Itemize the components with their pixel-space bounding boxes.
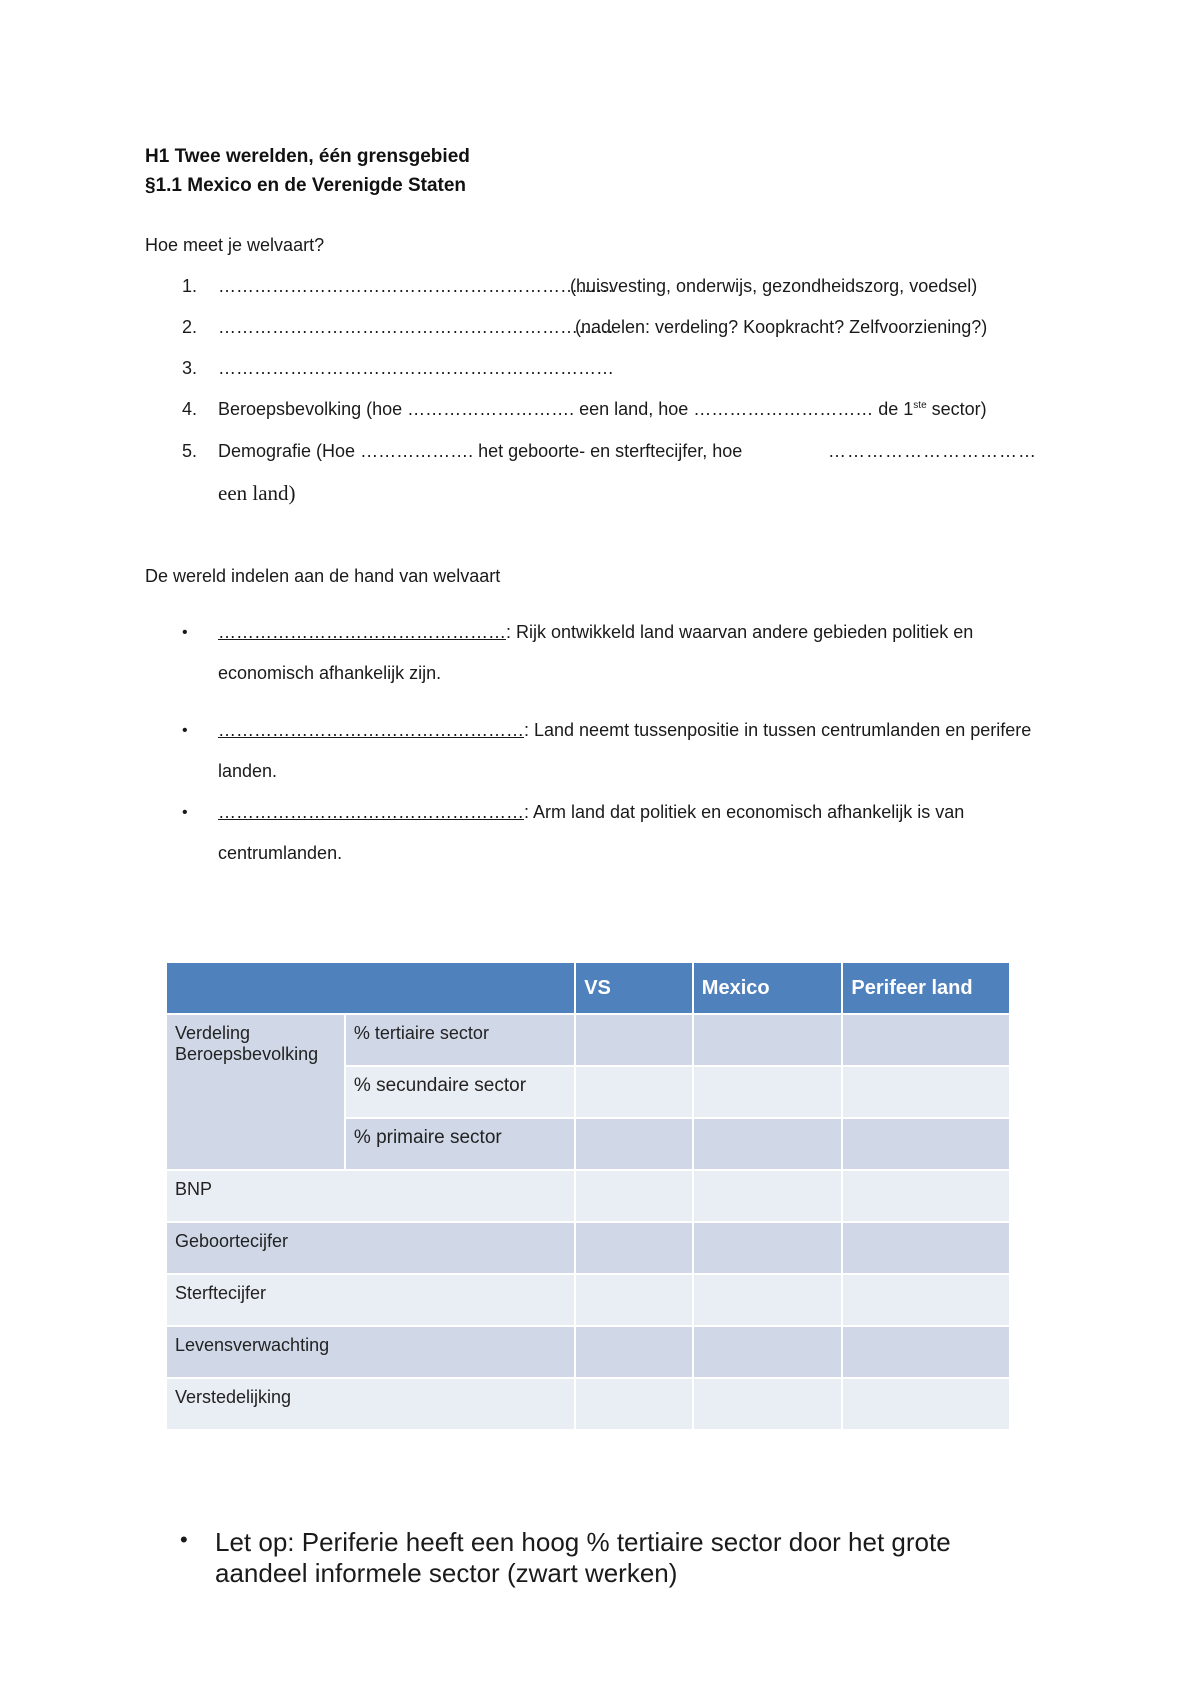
table-cell[interactable]	[842, 1274, 1010, 1326]
header-cell-vs: VS	[575, 962, 693, 1014]
table-cell[interactable]	[575, 1222, 693, 1274]
list-text	[218, 441, 742, 462]
list-number: 1.	[182, 276, 198, 296]
table-cell[interactable]	[842, 1326, 1010, 1378]
table-cell[interactable]	[693, 1118, 843, 1170]
bullet-line	[218, 622, 973, 643]
list-text: (huisvesting, onderwijs, gezondheidszorg, voedsel)	[570, 276, 978, 296]
list-item	[182, 276, 978, 297]
header-cell-empty	[166, 962, 575, 1014]
table-row	[166, 1014, 1010, 1066]
bullet-text: : Arm land dat politiek en economisch afhankelijk is van	[524, 802, 965, 822]
comparison-table	[165, 961, 1011, 1431]
bullet-line	[218, 802, 964, 823]
text-part: Demografie (Hoe	[218, 441, 361, 461]
table-row	[166, 1222, 1010, 1274]
bullet-icon: •	[182, 804, 188, 821]
list-number: 4.	[182, 399, 198, 419]
list-text	[218, 399, 987, 420]
bullet-line-2: landen.	[218, 761, 278, 781]
bullet-line-2: economisch afhankelijk zijn.	[218, 663, 442, 683]
indeling-title: De wereld indelen aan de hand van welvaart	[145, 566, 501, 586]
text-part: sector)	[926, 399, 987, 419]
list-item	[182, 317, 988, 338]
text-part: de 1	[873, 399, 914, 419]
table-cell[interactable]	[693, 1014, 843, 1066]
table-row	[166, 1170, 1010, 1222]
table-cell[interactable]	[575, 1014, 693, 1066]
answer-blank: …………………………………………………………	[218, 276, 614, 296]
header-cell-mexico: Mexico	[693, 962, 843, 1014]
table-cell[interactable]	[575, 1170, 693, 1222]
superscript: ste	[913, 400, 927, 411]
row-label: % secundaire sector	[345, 1066, 575, 1118]
table-cell[interactable]	[693, 1222, 843, 1274]
answer-blank: ……………………….	[407, 399, 575, 419]
list-item	[182, 399, 987, 420]
answer-blank: …………………………	[693, 399, 874, 419]
answer-blank: ……………………………………………	[218, 720, 524, 740]
bullet-icon: •	[182, 624, 188, 641]
table-cell[interactable]	[693, 1378, 843, 1430]
table-cell[interactable]	[842, 1170, 1010, 1222]
list-item	[182, 358, 614, 379]
text-part: het geboorte- en sterftecijfer, hoe	[473, 441, 743, 461]
list-text: (nadelen: verdeling? Koopkracht? Zelfvoorziening?)	[575, 317, 988, 337]
answer-blank: ……………………………………………	[218, 802, 524, 822]
row-label: Sterftecijfer	[166, 1274, 575, 1326]
chapter-title: H1 Twee werelden, één grensgebied	[145, 146, 470, 167]
table-cell[interactable]	[575, 1378, 693, 1430]
table-cell[interactable]	[842, 1222, 1010, 1274]
answer-blank: ……………….	[360, 441, 474, 461]
answer-blank: …………………………………………………………	[218, 358, 614, 378]
text-part: Beroepsbevolking (hoe	[218, 399, 408, 419]
answer-blank: …………………………………………	[218, 622, 506, 642]
table-cell[interactable]	[575, 1326, 693, 1378]
table-row	[166, 1274, 1010, 1326]
bullet-text: : Rijk ontwikkeld land waarvan andere gebieden politiek en	[506, 622, 974, 642]
table-cell[interactable]	[693, 1066, 843, 1118]
table-cell[interactable]	[575, 1066, 693, 1118]
welvaart-question: Hoe meet je welvaart?	[145, 235, 325, 255]
list-continuation: een land)	[218, 481, 296, 505]
list-number: 5.	[182, 441, 198, 461]
answer-blank: …………………………………………………………	[218, 317, 614, 337]
table-cell[interactable]	[842, 1378, 1010, 1430]
row-label: BNP	[166, 1170, 575, 1222]
row-label: Geboortecijfer	[166, 1222, 575, 1274]
list-number: 2.	[182, 317, 198, 337]
row-label: Verstedelijking	[166, 1378, 575, 1430]
answer-blank: ……………………………	[828, 441, 1037, 461]
table-cell[interactable]	[575, 1118, 693, 1170]
table-cell[interactable]	[693, 1170, 843, 1222]
table-cell[interactable]	[842, 1066, 1010, 1118]
table-cell[interactable]	[842, 1014, 1010, 1066]
list-item	[182, 441, 1037, 462]
bullet-line	[218, 720, 1031, 741]
list-number: 3.	[182, 358, 198, 378]
bullet-text: : Land neemt tussenpositie in tussen centrumlanden en perifere	[524, 720, 1032, 740]
bullet-line-2: centrumlanden.	[218, 843, 343, 863]
row-label: % primaire sector	[345, 1118, 575, 1170]
row-label: Levensverwachting	[166, 1326, 575, 1378]
table-header-row	[166, 962, 1010, 1014]
text-part: een land, hoe	[574, 399, 694, 419]
table-row	[166, 1326, 1010, 1378]
row-label: % tertiaire sector	[345, 1014, 575, 1066]
table-cell[interactable]	[693, 1326, 843, 1378]
note-bullet-icon: •	[180, 1527, 188, 1552]
note-text: Let op: Periferie heeft een hoog % tertiaire sector door het grote aandeel informele sector (zwart werken)	[215, 1527, 951, 1588]
group-label: Verdeling Beroepsbevolking	[166, 1014, 345, 1170]
section-title: §1.1 Mexico en de Verenigde Staten	[145, 175, 467, 196]
table-cell[interactable]	[693, 1274, 843, 1326]
table-cell[interactable]	[842, 1118, 1010, 1170]
table-row	[166, 1378, 1010, 1430]
bullet-icon: •	[182, 722, 188, 739]
header-cell-perifeer: Perifeer land	[842, 962, 1010, 1014]
table-cell[interactable]	[575, 1274, 693, 1326]
